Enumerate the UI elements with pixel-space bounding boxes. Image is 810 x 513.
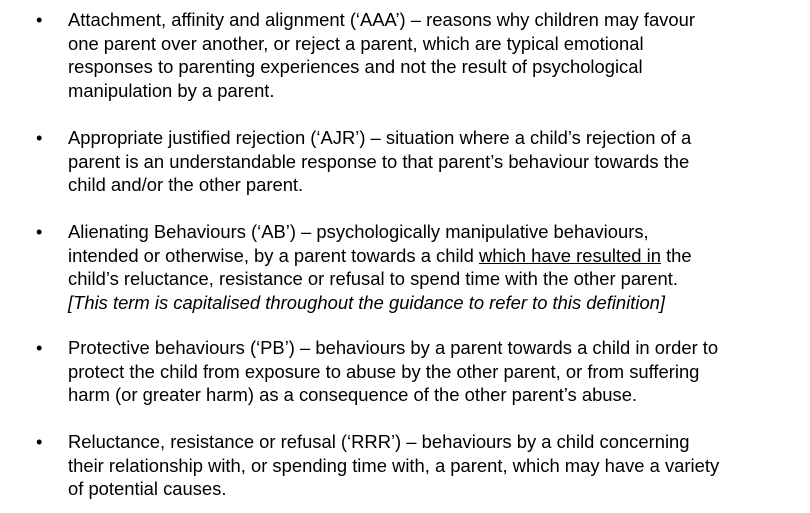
definition-text-line: one parent over another, or reject a parent, which are typical emotional [68, 32, 644, 54]
definition-text-line: Attachment, affinity and alignment (‘AAA’) – reasons why children may favour [68, 9, 695, 30]
definition-text-line: Appropriate justified rejection (‘AJR’) – situation where a child’s rejection of a [68, 127, 692, 148]
underlined-phrase: which have resulted in [478, 244, 661, 266]
definition-text-line: Reluctance, resistance or refusal (‘RRR’) – behaviours by a child concerning [68, 431, 690, 452]
definition-text-segment: the [666, 244, 692, 266]
definition-text-line: Protective behaviours (‘PB’) – behaviours by a parent towards a child in order to [68, 337, 719, 358]
definition-note: [This term is capitalised throughout the guidance to refer to this definition] [68, 291, 666, 313]
definition-text-line: manipulation by a parent. [68, 79, 275, 101]
bullet-icon: • [36, 431, 43, 452]
bullet-icon: • [36, 127, 43, 148]
bullet-icon: • [36, 221, 43, 242]
definition-text-segment: intended or otherwise, by a parent towards a child [68, 244, 479, 266]
definition-text-line: Alienating Behaviours (‘AB’) – psychologically manipulative behaviours, [68, 221, 649, 242]
bullet-icon: • [36, 337, 43, 358]
definition-text-line: child and/or the other parent. [68, 174, 304, 195]
definition-text-line: protect the child from exposure to abuse by the other parent, or from suffering [68, 360, 700, 382]
definition-text-line: parent is an understandable response to that parent’s behaviour towards the [68, 150, 690, 172]
definition-text-line [68, 244, 692, 268]
definition-text-line: of potential causes. [68, 478, 227, 499]
definition-text-line: harm (or greater harm) as a consequence of the other parent’s abuse. [68, 384, 638, 405]
definition-text-line: responses to parenting experiences and not the result of psychological [68, 56, 643, 77]
bullet-icon: • [36, 9, 43, 30]
definition-text-line: child’s reluctance, resistance or refusal to spend time with the other parent. [68, 268, 678, 289]
definition-text-line: their relationship with, or spending time with, a parent, which may have a variety [68, 454, 720, 476]
